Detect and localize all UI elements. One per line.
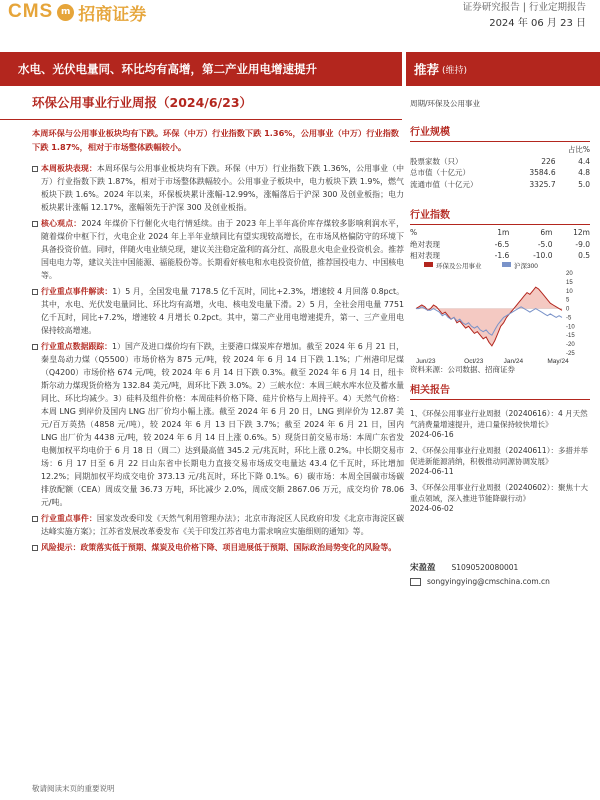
index-header: % xyxy=(410,228,418,238)
industry-index-section xyxy=(410,206,590,262)
logo-cn: 招商证券 xyxy=(78,4,147,25)
series-area-0 xyxy=(416,287,562,346)
report-type: 证券研究报告 | 行业定期报告 xyxy=(462,2,586,13)
y-tick-label: -10 xyxy=(566,324,575,331)
rating-sub: (维持) xyxy=(442,65,468,76)
bullet-text: 政策落实低于预期、煤炭及电价格下降、项目进展低于预期、国际政治局势变化的风险等。 xyxy=(80,543,397,552)
scale-cell-label: 股票家数（只） xyxy=(410,156,463,166)
scale-cell-pct: 4.4 xyxy=(578,156,590,166)
x-tick-label: Oct/23 xyxy=(464,358,484,365)
scale-cell-label: 总市值（十亿元） xyxy=(410,168,470,178)
legend-label: 沪深300 xyxy=(514,263,538,270)
industry-index-table xyxy=(410,227,590,262)
related-report-item[interactable] xyxy=(410,445,590,476)
index-value: -6.5 xyxy=(494,239,510,249)
industry-scale-table xyxy=(410,144,590,190)
scale-row xyxy=(410,156,590,168)
index-value: -9.0 xyxy=(575,239,590,249)
scale-cell-pct: 4.8 xyxy=(578,168,590,178)
scale-cell-value: 3325.7 xyxy=(529,179,556,189)
related-report-text[interactable]: 1、《环保公用事业行业周报（20240616）：4 月天然气消费量增速提升，进口量保持较快增长》 xyxy=(410,409,588,429)
analyst-id: S1090520080001 xyxy=(451,562,519,572)
bullet-item xyxy=(32,541,404,554)
scale-cell-label: 流通市值（十亿元） xyxy=(410,179,478,189)
email-icon xyxy=(410,578,421,586)
subtitle-divider xyxy=(0,119,402,120)
index-value: -5.0 xyxy=(537,239,553,249)
y-tick-label: 15 xyxy=(566,279,573,286)
analyst-name: 宋盈盈 xyxy=(410,563,436,573)
bullet-item xyxy=(32,217,404,282)
related-report-text[interactable]: 2、《环保公用事业行业周报（20240611）：多措并举促进新能源消纳，积极推动同源协调发展》 xyxy=(410,446,588,466)
rating-main: 推荐 xyxy=(414,62,440,77)
index-value: -1.6 xyxy=(494,251,510,261)
report-subtitle: 环保公用事业行业周报（2024/6/23） xyxy=(32,95,253,110)
related-report-date: 2024-06-16 xyxy=(410,430,454,439)
index-value: 0.5 xyxy=(578,251,590,261)
x-tick-label: Jan/24 xyxy=(503,358,524,365)
index-header: 12m xyxy=(573,228,590,238)
y-tick-label: -20 xyxy=(566,342,575,349)
industry-index-title: 行业指数 xyxy=(410,206,590,225)
legend-label: 环保及公用事业 xyxy=(436,263,482,270)
y-tick-label: -5 xyxy=(566,315,572,322)
y-tick-label: 10 xyxy=(566,288,573,295)
y-tick-label: 20 xyxy=(566,271,573,277)
department: 周期/环保及公用事业 xyxy=(410,99,481,108)
bullet-text: 2024 年煤价下行催化火电行情延续。由于 2023 年上半年高价库存煤较多影响利润水平，随着煤价中枢下行，火电企业 2024 年上半年业绩同比有望实现较高增长，在市场风格偏防守的环境下具备投资价值。同时，伴随火电业绩兑现，建议关注稳定盈利的高分红、高股息火电企业投资机会。推荐国电电力等，建议关注中国能源、福能股份等。长期看好核电和水电投资价值，推荐国投电力、中国核电等。 xyxy=(41,219,404,280)
bullet-text: 1）国产及进口煤价均有下跌，主要港口煤炭库存增加。截至 2024 年 6 月 21 日，秦皇岛动力煤（Q5500）市场价格为 875 元/吨，较 2024 年 6 月 14 日下跌 1.1%；广州港印尼煤（Q4200）市场价格 674 元/吨，较 2024 年 6 月 14 日下跌 0.3%。截至 2024 年 6 月 14 日，纽卡斯尔动力煤现货价格为 132.84 美元/吨，周环比下跌 3.0%。2）三峡水位：本周三峡水库水位及蓄水量同比、环比均减少。3）硅料及组件价格：本周硅料价格下降、硅片价格与上周持平。4）天然气价格：本周 LNG 到岸价及国内 LNG 出厂价均小幅上涨。截至 2024 年 6 月 20 日，LNG 到岸价为 12.87 美元/百万英热（4858 元/吨），较 2024 年 6 月 13 日下跌 3.7%；截至 2024 年 6 月 21 日，国内 LNG 出厂价为 4438 元/吨，较 2024 年 6 月 14 日上涨 0.6%。5）现货日前交易市场：本周广东省发电侧加权平均电价于 6 月 18 日（周二）达到最高值 345.2 元/兆瓦时，环比上涨 0.2%。中长期交易市场：6 月 17 日至 6 月 22 日山东省中长期电力直接交易市场成交电量达 43.4 亿千瓦时，环比增加 12.2%；同期加权平均成交电价 373.13 元/兆瓦时，环比下降 0.1%。6）碳市场：本周全国碳市场碳排放配额（CEA）周成交量 36.73 万吨，环比减少 2.0%，周成交额 2867.06 万元，成交均价 78.06 元/吨。 xyxy=(41,342,404,507)
scale-col-label: 占比% xyxy=(567,145,590,155)
intro-summary: 本周环保与公用事业板块均有下跌。环保（中万）行业指数下跌 1.36%，公用事业（中万）行业指数下跌 1.87%，相对于市场整体跌幅较小。 xyxy=(32,128,399,152)
y-tick-label: 0 xyxy=(566,306,570,313)
bullet-item xyxy=(32,162,404,214)
bullet-item xyxy=(32,340,404,509)
x-tick-label: Jun/23 xyxy=(416,358,436,365)
company-logo xyxy=(8,0,146,24)
index-row xyxy=(410,239,590,251)
scale-row xyxy=(410,179,590,191)
y-tick-label: -15 xyxy=(566,333,575,340)
index-chart xyxy=(410,259,590,369)
index-row-label: 相对表现 xyxy=(410,251,440,261)
scale-cell-pct: 5.0 xyxy=(578,179,590,189)
bullet-text: 1）5 月，全国发电量 7178.5 亿千瓦时，同比+2.3%，增速较 4 月回落 0.8pct。其中，水电、光伏发电量同比、环比均有高增，火电、核电发电量下滑。2）5 月，全社会用电量 7751 亿千瓦时，同比+7.2%，增速较 4 月增长 0.2pct。其中，第二产业用电增速提升，第一、三产业用电保持较高增速。 xyxy=(41,287,404,335)
bullet-lead: 本周板块表现： xyxy=(41,164,97,173)
index-chart-svg xyxy=(410,259,590,367)
bullet-lead: 行业重点数据跟踪： xyxy=(41,342,113,351)
related-report-date: 2024-06-02 xyxy=(410,504,454,513)
related-reports-title: 相关报告 xyxy=(410,381,590,400)
related-report-item[interactable] xyxy=(410,482,590,513)
rating-banner xyxy=(406,52,600,86)
analyst-email[interactable]: songyingying@cmschina.com.cn xyxy=(427,577,550,586)
analyst-block xyxy=(410,561,590,586)
legend-swatch xyxy=(502,262,511,267)
bullet-lead: 风险提示： xyxy=(41,543,81,552)
bullet-lead: 行业重点事件解读： xyxy=(41,287,113,296)
index-header: 1m xyxy=(497,228,510,238)
related-reports-section xyxy=(410,381,590,519)
scale-cell-value: 226 xyxy=(541,156,556,166)
industry-scale-section xyxy=(410,123,590,190)
related-report-date: 2024-06-11 xyxy=(410,467,454,476)
bullet-lead: 行业重点事件： xyxy=(41,514,97,523)
chart-source: 资料来源：公司数据、招商证券 xyxy=(410,365,515,374)
report-meta xyxy=(463,0,586,32)
bullet-lead: 核心观点： xyxy=(41,219,82,228)
index-row-label: 绝对表现 xyxy=(410,239,440,249)
scale-cell-value: 3584.6 xyxy=(529,168,556,178)
related-report-text[interactable]: 3、《环保公用事业行业周报（20240602）：聚焦十大重点领域，深入推进节能降碳行动》 xyxy=(410,483,588,503)
report-title: 水电、光伏电量同、环比均有高增，第二产业用电增速提升 xyxy=(18,62,317,76)
logo-en: CMS xyxy=(8,1,54,22)
bullet-text: 本周环保与公用事业板块均有下跌。环保（中万）行业指数下跌 1.36%，公用事业（中万）行业指数下跌 1.87%，相对于市场整体跌幅较小。公用事业子板块中，电力板块下跌 1.9%，燃气板块下跌 1.6%。2024 年以来，环保板块累计涨幅-12.99%，涨幅落后于沪深 300 及创业板指；电力板块累计涨幅 12.17%，涨幅领先于沪深 300 及创业板指。 xyxy=(41,164,404,212)
industry-scale-title: 行业规模 xyxy=(410,123,590,142)
bullet-item xyxy=(32,285,404,337)
logo-emblem-icon: m xyxy=(57,4,74,21)
bullet-item xyxy=(32,512,404,538)
index-value: -10.0 xyxy=(533,251,553,261)
y-tick-label: -25 xyxy=(566,351,575,357)
footer-note: 敬请阅读末页的重要说明 xyxy=(32,784,115,793)
bullet-text: 国家发改委印发《天然气利用管理办法》；北京市海淀区人民政府印发《北京市海淀区碳达峰实施方案》；江苏省发展改革委发布《关于印发江苏省电力需求响应实施细则的通知》等。 xyxy=(41,514,404,536)
bullet-list xyxy=(32,162,404,557)
scale-row xyxy=(410,167,590,179)
report-date: 2024 年 06 月 23 日 xyxy=(489,18,586,29)
y-tick-label: 5 xyxy=(566,297,570,304)
index-header: 6m xyxy=(540,228,553,238)
x-tick-label: May/24 xyxy=(547,358,569,365)
legend-swatch xyxy=(424,262,433,267)
related-report-item[interactable] xyxy=(410,408,590,439)
report-title-banner xyxy=(0,52,402,86)
